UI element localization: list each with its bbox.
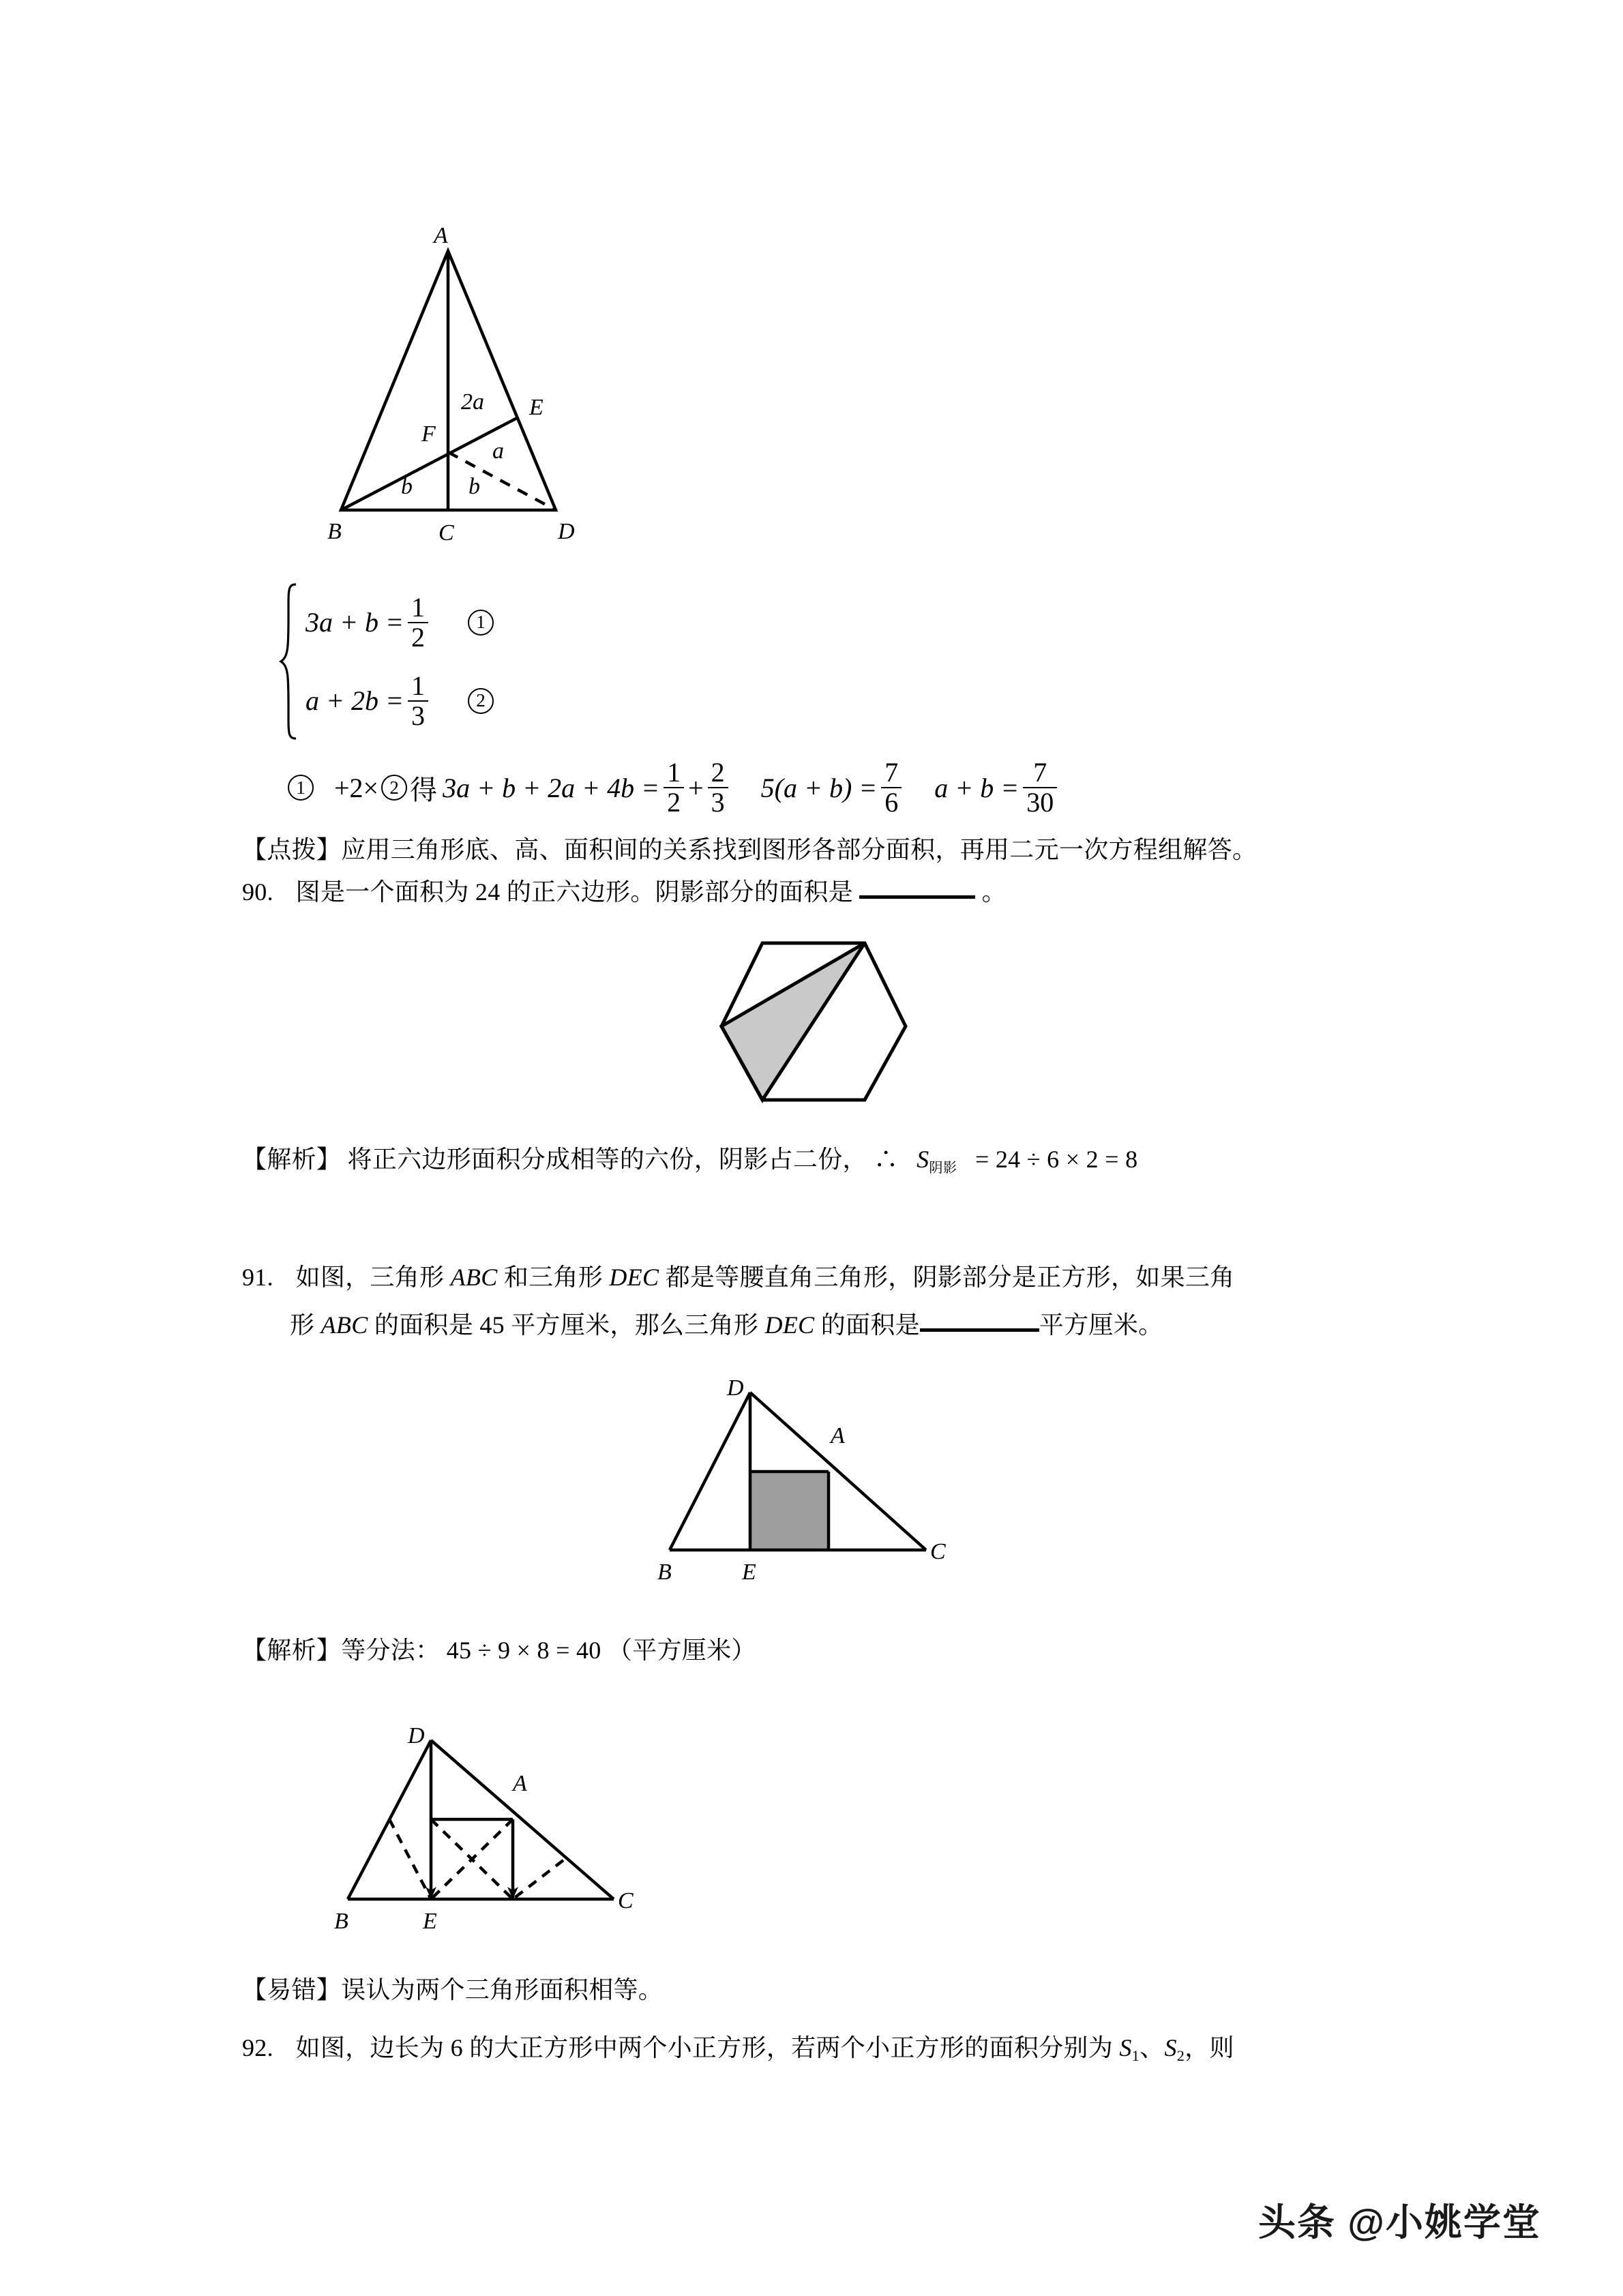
problem-91-abc-1: ABC [450, 1264, 498, 1291]
solution-90-s-subscript: 阴影 [929, 1160, 957, 1176]
mistake-91-text: 误认为两个三角形面积相等。 [341, 1976, 664, 2003]
label-E-fig91b: E [423, 1909, 437, 1934]
derivation-frac-4 [1023, 758, 1057, 817]
derivation-frac-3 [881, 758, 902, 817]
derivation-expr-3: a + b = [934, 772, 1019, 803]
label-B-fig91b: B [334, 1909, 348, 1934]
problem-92-s2: S [1164, 2034, 1177, 2061]
equation-row-2 [306, 661, 496, 740]
problem-92-s1-subscript: 1 [1131, 2047, 1140, 2065]
derivation-tag-1: 1 [288, 775, 314, 801]
equation-2-fraction [408, 672, 428, 730]
derivation-frac-1-num: 1 [667, 757, 681, 788]
solution-90-line [242, 1147, 1137, 1175]
problem-91-l2-p4: 平方厘米。 [1039, 1311, 1163, 1339]
equation-2-numerator: 1 [411, 670, 425, 701]
derivation-frac-2 [708, 758, 728, 817]
label-A-fig91b: A [513, 1771, 527, 1796]
derivation-row [285, 758, 1061, 817]
problem-91-line-1 [242, 1265, 1234, 1289]
label-E: E [529, 395, 544, 420]
label-F: F [421, 421, 436, 447]
derivation-frac-1 [664, 758, 684, 817]
problem-91-dec-2: DEC [764, 1311, 815, 1339]
derivation-operator: +2× [334, 772, 379, 803]
label-B-fig91a: B [657, 1560, 672, 1585]
figure-91-shaded-square [655, 1377, 955, 1589]
solution-90-therefore: ∴ [874, 1146, 899, 1173]
label-C-fig91b: C [618, 1888, 634, 1913]
problem-92-line [242, 2036, 1234, 2063]
figure-hexagon [702, 924, 907, 1108]
label-D-fig91a: D [727, 1375, 744, 1401]
label-seg-b-right: b [468, 474, 480, 499]
label-seg-a: a [492, 438, 504, 464]
problem-91-answer-blank[interactable] [920, 1328, 1039, 1332]
problem-91-line-2 [290, 1313, 1163, 1337]
label-A: A [434, 223, 448, 248]
label-A-fig91a: A [831, 1423, 845, 1448]
derivation-frac-2-den: 3 [708, 787, 728, 817]
label-E-fig91a: E [742, 1560, 756, 1585]
solution-90-s-symbol: S [917, 1146, 929, 1173]
derivation-frac-1-den: 2 [664, 787, 684, 817]
solution-91-text: 等分法： 45 ÷ 9 × 8 = 40 （平方厘米） [341, 1637, 756, 1664]
figure-triangle-abd [300, 218, 627, 546]
solution-90-text: 将正六边形面积分成相等的六份，阴影占二份， [347, 1146, 867, 1173]
problem-92-part-1: 如图，边长为 6 的大正方形中两个小正方形，若两个小正方形的面积分别为 [295, 2034, 1120, 2061]
problem-91-l1-p1: 如图，三角形 [295, 1264, 451, 1291]
label-C-fig91a: C [930, 1539, 946, 1564]
equation-1-lhs: 3a + b = [306, 607, 404, 638]
equation-2-lhs: a + 2b = [306, 685, 404, 716]
equation-1-numerator: 1 [411, 591, 425, 623]
solution-90-equation: = 24 ÷ 6 × 2 = 8 [974, 1146, 1138, 1173]
label-seg-2a: 2a [461, 389, 484, 415]
mistake-91-line [242, 1978, 663, 2002]
derivation-frac-3-num: 7 [884, 757, 899, 788]
problem-91-l1-p3: 都是等腰直角三角形，阴影部分是正方形，如果三角 [659, 1264, 1235, 1291]
derivation-frac-2-num: 2 [711, 757, 725, 788]
equation-1-denominator: 2 [408, 622, 428, 652]
derivation-frac-4-num: 7 [1033, 757, 1047, 788]
equation-system [280, 583, 496, 740]
problem-90-text: 图是一个面积为 24 的正六边形。阴影部分的面积是 [295, 878, 854, 906]
equation-2-tag: 2 [468, 688, 494, 714]
problem-90-line [242, 880, 1007, 904]
problem-92-s1: S [1119, 2034, 1132, 2061]
problem-91-l1-p2: 和三角形 [497, 1264, 610, 1291]
hint-89: 【点拨】应用三角形底、高、面积间的关系找到图形各部分面积，再用二元一次方程组解答。 [242, 836, 1257, 863]
equation-1-tag: 1 [468, 610, 494, 636]
label-B: B [327, 519, 342, 544]
derivation-expr: 3a + b + 2a + 4b = [443, 772, 660, 803]
problem-90-number: 90. [242, 878, 273, 906]
derivation-tag-2: 2 [381, 775, 407, 801]
problem-91-l2-p2: 的面积是 45 平方厘米，那么三角形 [368, 1311, 765, 1339]
derivation-de: 得 [410, 774, 438, 805]
problem-92-number: 92. [242, 2034, 273, 2061]
derivation-plus: + [688, 772, 704, 803]
figure-91-nine-parts [327, 1718, 641, 1937]
solution-91-label: 【解析】 [242, 1637, 342, 1664]
label-C: C [438, 520, 454, 546]
watermark: 头条 @小姚学堂 [1258, 2201, 1541, 2243]
label-D: D [558, 519, 575, 544]
problem-92-part-2: ，则 [1185, 2034, 1234, 2061]
derivation-expr-2: 5(a + b) = [760, 772, 878, 803]
equation-2-denominator: 3 [408, 700, 428, 730]
problem-92-s2-subscript: 2 [1176, 2047, 1185, 2065]
solution-90-label: 【解析】 [242, 1146, 342, 1173]
problem-91-dec-1: DEC [609, 1264, 659, 1291]
label-D-fig91b: D [408, 1723, 425, 1748]
solution-91-line [242, 1638, 756, 1663]
problem-90-period: 。 [981, 878, 1007, 906]
hexagon-shaded-region [721, 943, 865, 1100]
problem-92-separator: 、 [1140, 2034, 1165, 2061]
derivation-frac-4-den: 30 [1023, 787, 1057, 817]
mistake-91-label: 【易错】 [242, 1976, 342, 2003]
problem-91-number: 91. [242, 1264, 273, 1291]
problem-91-l2-p3: 的面积是 [814, 1311, 920, 1339]
derivation-frac-3-den: 6 [881, 787, 902, 817]
shaded-square [750, 1472, 829, 1550]
label-seg-b-left: b [401, 474, 413, 499]
equation-row-1 [306, 583, 496, 661]
left-brace [280, 583, 297, 740]
problem-91-l2-p1: 形 [290, 1311, 321, 1339]
problem-90-answer-blank[interactable] [859, 895, 975, 899]
equation-1-fraction [408, 593, 428, 652]
problem-91-abc-2: ABC [321, 1311, 368, 1339]
